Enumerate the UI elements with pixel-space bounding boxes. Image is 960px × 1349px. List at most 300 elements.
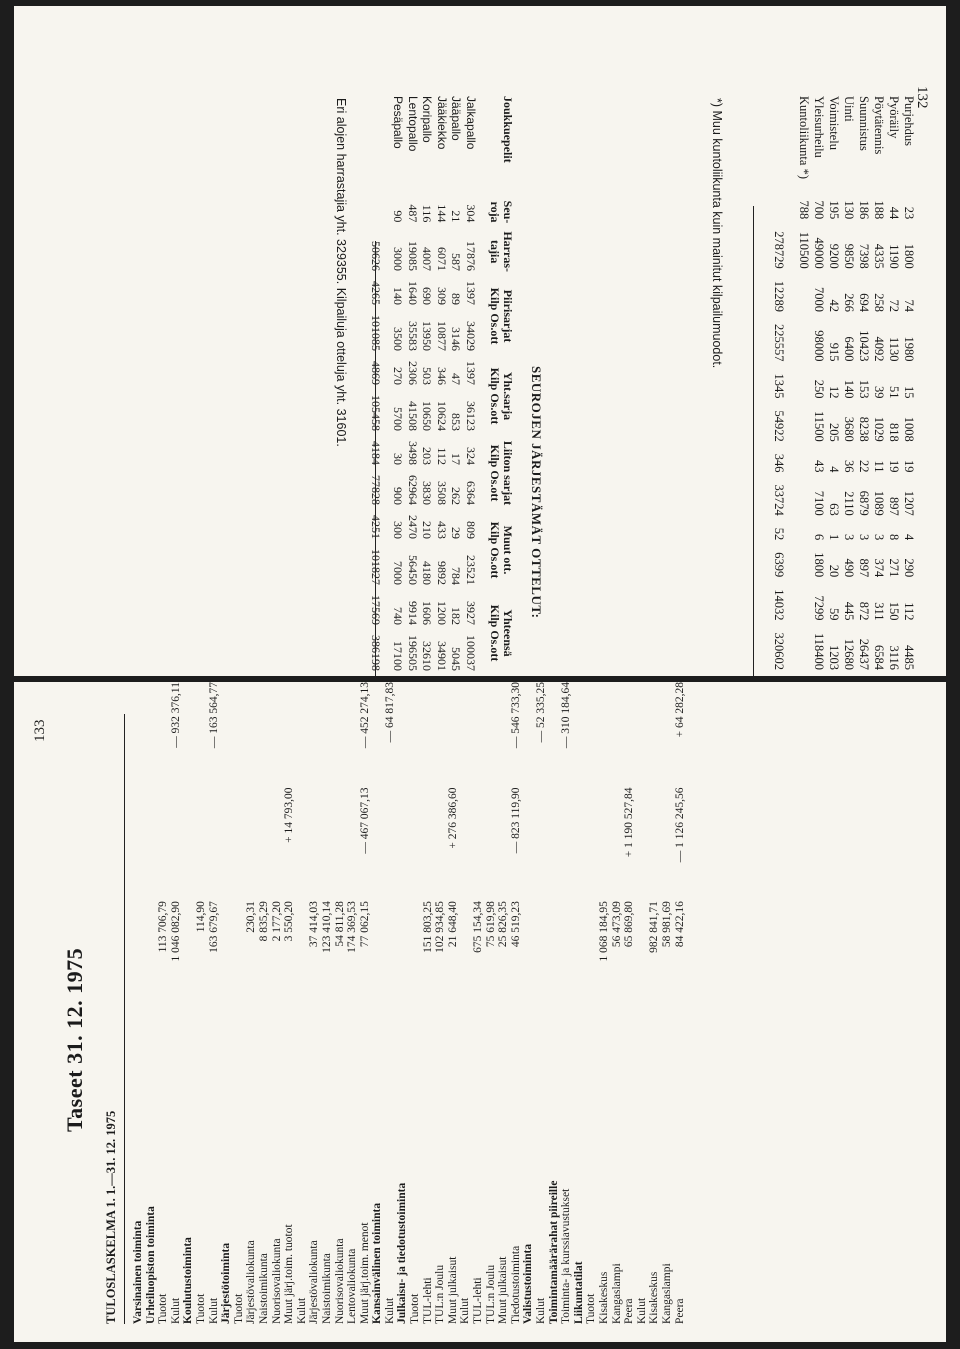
club-stats-cell: 7000: [812, 287, 826, 312]
income-statement-label: TUL-lehti: [421, 1277, 434, 1324]
club-stats-cell: [796, 275, 811, 318]
club-stats-total-cell: 1345: [772, 373, 786, 399]
income-statement-row: [447, 682, 460, 1324]
club-stats-cell: 150: [887, 601, 901, 621]
income-statement-row: [157, 682, 170, 1324]
income-statement-row: [674, 682, 687, 1324]
matches-header-line2: Kilp Os.ott: [488, 444, 502, 502]
income-statement-net: — 546 733,30: [509, 682, 522, 749]
income-statement-net: [472, 682, 485, 788]
income-statement-net: [321, 682, 334, 788]
club-stats-cell: 153: [857, 379, 871, 399]
club-stats-cell: 1089: [872, 490, 886, 516]
matches-cell: 270: [391, 367, 406, 385]
income-statement-net: [497, 682, 510, 788]
club-stats-cell: 140: [842, 379, 856, 399]
income-statement-net: [220, 682, 233, 788]
club-stats-cell: 186: [857, 200, 871, 220]
income-statement-amount: [384, 901, 397, 986]
income-statement-label: Kulut: [295, 1297, 308, 1324]
income-statement-net: [157, 682, 170, 788]
matches-cell: 10877: [435, 321, 449, 351]
income-statement-label: TUL-lehti: [472, 1277, 485, 1324]
matches-sport: Koripallo: [420, 96, 435, 143]
club-stats-total-cell: 33724: [772, 484, 786, 516]
club-stats-totals-row: [771, 96, 796, 676]
matches-total-cell: 4184: [369, 441, 383, 465]
club-stats-cell: 19: [902, 460, 916, 473]
matches-cell: 90: [391, 210, 406, 223]
income-statement-net: — 64 817,83: [383, 682, 396, 743]
income-statement-amount: 37 414,03: [308, 901, 321, 948]
income-statement-subtotal: [585, 788, 598, 902]
matches-cell: 210: [420, 521, 435, 539]
income-statement-row: [611, 682, 624, 1324]
matches-total-cell: 101827: [369, 549, 383, 585]
club-stats-cell: 74: [902, 299, 916, 312]
income-statement-row: [182, 682, 195, 1324]
club-stats-cell: 271: [887, 558, 901, 578]
club-stats-row: [811, 96, 826, 676]
income-statement-net: [271, 682, 284, 788]
club-stats-cell: 188: [872, 200, 886, 220]
income-statement-net: [573, 682, 586, 788]
income-statement-amount: 65 869,80: [623, 901, 636, 948]
income-statement-table: [132, 682, 686, 1324]
income-statement-row: [648, 682, 661, 1324]
club-stats-total-cell: 12289: [772, 280, 786, 312]
income-statement-subtotal: [334, 788, 347, 902]
club-stats-cell: 1130: [887, 336, 901, 362]
income-statement-subtotal: [182, 788, 195, 902]
income-statement-net: [409, 682, 422, 788]
club-stats-cell: 8238: [857, 416, 871, 442]
matches-total-cell: 77828: [369, 475, 383, 505]
income-statement-amount: 46 519,23: [509, 901, 522, 948]
club-stats-cell: 694: [857, 293, 871, 312]
club-stats-cell: 130: [842, 200, 856, 220]
matches-header-line1: Harras-: [501, 231, 515, 272]
matches-cell: 503: [420, 367, 435, 385]
matches-cell: 203: [420, 447, 435, 465]
matches-cell: 740: [391, 607, 406, 625]
matches-header-line1: Muut ott.: [501, 525, 515, 575]
income-statement-label: Kulut: [635, 1297, 648, 1324]
matches-cell: 89: [449, 293, 464, 305]
income-statement-row: [522, 682, 535, 1324]
matches-row: [391, 96, 406, 676]
income-statement-row: [661, 682, 674, 1324]
income-statement-amount: 84 422,16: [673, 901, 686, 948]
club-stats-cell: 20: [827, 564, 841, 578]
income-statement-label: Kangaslampi: [660, 1263, 673, 1324]
matches-table: [369, 96, 515, 676]
income-statement-net: [522, 682, 535, 788]
matches-cell: 3508: [435, 481, 449, 505]
matches-cell: 17100: [391, 641, 406, 671]
income-statement-amount: [535, 901, 548, 986]
income-statement-subtotal: [396, 788, 409, 902]
club-stats-footnote: *) Muu kuntoliikunta kuin mainitut kilpailumuodot.: [710, 98, 724, 369]
matches-header-line1: Piirisarjat: [501, 289, 515, 343]
income-statement-net: — 310 184,64: [560, 682, 573, 749]
club-stats-cell: 22: [857, 460, 871, 473]
matches-header-line1: Joukkuepelit: [501, 96, 515, 163]
club-stats-sport: Pyöräily: [887, 96, 901, 139]
income-statement-row: [283, 682, 296, 1324]
club-stats-cell: 59: [827, 608, 841, 621]
club-stats-sport: Yleisurheilu: [812, 96, 826, 158]
income-statement-subtotal: [573, 788, 586, 902]
income-statement-row: [220, 682, 233, 1324]
club-stats-cell: [796, 522, 811, 547]
income-statement-net: [371, 682, 384, 788]
club-stats-cell: 1207: [902, 490, 916, 516]
matches-total-cell: 17569: [369, 595, 383, 625]
club-stats-total-cell: 52: [772, 527, 786, 541]
page-number-bottom: 133: [32, 719, 48, 742]
income-statement-net: [598, 682, 611, 788]
income-statement-net: [308, 682, 321, 788]
club-stats-cell: 1203: [827, 645, 841, 670]
income-statement-subtotal: [648, 788, 661, 902]
income-statement-label: Liikuntatilat: [572, 1261, 585, 1324]
club-stats-cell: 788: [797, 200, 811, 220]
income-statement-amount: [132, 901, 145, 986]
matches-cell: 304: [464, 204, 478, 223]
income-statement-subtotal: + 14 793,00: [283, 787, 296, 843]
matches-cell: 34901: [435, 641, 449, 671]
income-statement-subtotal: [548, 788, 561, 902]
top-page-content: [14, 6, 946, 676]
income-statement-label: Järjestötoiminta: [220, 1242, 233, 1324]
club-stats-cell: 1: [827, 534, 841, 541]
page-number-top: 132: [914, 86, 930, 109]
income-statement-subtotal: [308, 788, 321, 902]
income-statement-amount: [371, 901, 384, 986]
matches-cell: 196505: [406, 635, 420, 671]
income-statement-subtotal: — 467 067,13: [358, 787, 371, 854]
matches-total-cell: 105458: [369, 395, 383, 431]
matches-header: [478, 96, 514, 197]
matches-cell: 487: [406, 204, 420, 223]
matches-cell: 19085: [406, 241, 420, 271]
income-statement-net: [283, 682, 296, 788]
income-statement-subtotal: [485, 788, 498, 902]
club-stats-cell: 700: [812, 200, 826, 220]
matches-total-cell: 4869: [369, 361, 383, 385]
matches-sport: Pesäpallo: [391, 96, 406, 149]
matches-sport: Jääpallo: [449, 96, 464, 141]
income-statement-label: Muut julkaisut: [446, 1256, 459, 1324]
income-statement-row: [346, 682, 359, 1324]
matches-cell: 690: [420, 287, 435, 305]
matches-header: [478, 276, 514, 356]
income-statement-row: [245, 682, 258, 1324]
club-stats-cell: [796, 405, 811, 448]
club-stats-cell: 1980: [902, 336, 916, 362]
club-stats-cell: 4: [902, 534, 916, 541]
club-stats-cell: 49000: [812, 237, 826, 269]
income-statement-amount: [296, 901, 309, 986]
income-statement-net: [132, 682, 145, 788]
club-stats-cell: 12: [827, 386, 841, 399]
club-stats-cell: 7299: [812, 595, 826, 621]
income-statement-label: Tuotot: [585, 1293, 598, 1324]
income-statement-label: Tiedotustoiminta: [509, 1245, 522, 1324]
club-stats-sport: Voimistelu: [827, 96, 841, 150]
matches-header-line1: Yhteensä: [501, 609, 515, 657]
matches-cell: 41508: [406, 401, 420, 431]
club-stats-cell: 6879: [857, 490, 871, 516]
matches-row: [435, 96, 450, 676]
income-statement-amount: [182, 901, 195, 986]
matches-cell: 1397: [464, 281, 478, 305]
income-statement-subtotal: [560, 788, 573, 902]
matches-cell: 5700: [391, 407, 406, 431]
matches-total-rule: [375, 241, 376, 676]
income-statement-rule: [124, 714, 125, 1324]
club-stats-cell: 374: [872, 558, 886, 578]
income-statement-row: [359, 682, 372, 1324]
income-statement-label: Kulut: [459, 1297, 472, 1324]
income-statement-label: Julkaisu- ja tiedotustoiminta: [396, 1182, 409, 1324]
income-statement-amount: 151 803,25: [421, 901, 434, 953]
income-statement-amount: 2 177,20: [270, 901, 283, 942]
income-statement-row: [409, 682, 422, 1324]
matches-cell: 809: [464, 521, 478, 539]
matches-total-cell: 50626: [369, 241, 383, 271]
income-statement-net: [422, 682, 435, 788]
matches-cell: 100037: [464, 635, 478, 671]
matches-header-row: [478, 96, 514, 676]
matches-cell: 346: [435, 367, 449, 385]
matches-cell: 23521: [464, 555, 478, 585]
income-statement-net: [447, 682, 460, 788]
club-stats-cell: 250: [812, 379, 826, 399]
club-stats-total-cell: 346: [772, 453, 786, 473]
income-statement-net: [611, 682, 624, 788]
club-stats-row: [871, 96, 886, 676]
income-statement-row: [371, 682, 384, 1324]
income-statement-net: [346, 682, 359, 788]
income-statement-label: Muut järj.toim. menot: [358, 1222, 371, 1324]
club-stats-cell: 897: [857, 558, 871, 578]
income-statement-net: [182, 682, 195, 788]
club-stats-row: [856, 96, 871, 676]
income-statement-row: [535, 682, 548, 1324]
club-stats-total-cell: 225557: [772, 324, 786, 362]
income-statement-amount: 102 934,85: [434, 901, 447, 953]
income-statement-row: [459, 682, 472, 1324]
matches-cell: 17876: [464, 241, 478, 271]
matches-cell: 30: [391, 453, 406, 465]
club-stats-total-cell: 278729: [772, 231, 786, 269]
income-statement-row: [434, 682, 447, 1324]
matches-cell: 309: [435, 287, 449, 305]
matches-header: [478, 590, 514, 676]
club-stats-cell: [796, 546, 811, 583]
club-stats-cell: 915: [827, 342, 841, 362]
income-statement-subtotal: [258, 788, 271, 902]
income-statement-label: Peera: [623, 1298, 636, 1324]
income-statement-label: Kansainvälinen toiminta: [371, 1202, 384, 1324]
income-statement-net: [661, 682, 674, 788]
club-stats-cell: 11500: [812, 410, 826, 442]
matches-sport: Lentopallo: [406, 96, 420, 152]
income-statement-net: [623, 682, 636, 788]
club-stats-cell: 195: [827, 200, 841, 220]
income-statement-row: [308, 682, 321, 1324]
club-stats-cell: 12680: [842, 638, 856, 670]
club-stats-total-cell: [771, 195, 796, 226]
income-statement-subtotal: [661, 788, 674, 902]
income-statement-amount: 56 473,09: [610, 901, 623, 948]
club-stats-cell: 51: [887, 386, 901, 399]
club-stats-cell: 72: [887, 299, 901, 312]
club-stats-sport: Suunnistus: [857, 96, 871, 151]
club-stats-cell: 3680: [842, 416, 856, 442]
matches-totals-row: [369, 96, 392, 676]
income-statement-amount: 77 062,15: [358, 901, 371, 948]
club-stats-row: [886, 96, 901, 676]
income-statement-net: — 52 335,25: [535, 682, 547, 743]
matches-header: [478, 356, 514, 436]
income-statement-title: TULOSLASKELMA 1. 1.—31. 12. 1975: [104, 1110, 118, 1324]
matches-cell: 1606: [420, 601, 435, 625]
income-statement-amount: 174 369,53: [346, 901, 359, 953]
club-stats-cell: 3: [857, 534, 871, 541]
matches-cell: 21: [449, 210, 464, 223]
club-stats-cell: 6400: [842, 336, 856, 362]
matches-cell: 853: [449, 413, 464, 431]
income-statement-row: [636, 682, 649, 1324]
club-stats-cell: 897: [887, 497, 901, 516]
income-statement-label: Varsinainen toiminta: [132, 1220, 144, 1324]
matches-header-line2: roja: [488, 201, 502, 223]
matches-cell: 7000: [391, 561, 406, 585]
income-statement-row: [195, 682, 208, 1324]
income-statement-amount: 8 835,29: [257, 901, 270, 942]
club-stats-cell: 4: [827, 466, 841, 473]
income-statement-net: [195, 682, 208, 788]
income-statement-net: [548, 682, 561, 788]
club-stats-total-cell: 14032: [772, 589, 786, 621]
matches-cell: 3146: [449, 327, 464, 351]
matches-cell: 1200: [435, 601, 449, 625]
income-statement-subtotal: [195, 788, 208, 902]
club-stats-total-cell: 54922: [772, 410, 786, 442]
income-statement-subtotal: [497, 788, 510, 902]
matches-cell: 144: [435, 204, 449, 223]
matches-cell: 4007: [420, 247, 435, 271]
club-stats-cell: 2110: [842, 491, 856, 516]
income-statement-row: [623, 682, 636, 1324]
income-statement-label: Tuotot: [232, 1293, 245, 1324]
income-statement-amount: 58 981,69: [660, 901, 673, 948]
income-statement-amount: 21 648,40: [446, 901, 459, 948]
matches-cell: 9892: [435, 561, 449, 585]
matches-title: SEUROJEN JÄRJESTÄMÄT OTTELUT:: [529, 366, 544, 619]
income-statement-label: Lentovaliokunta: [346, 1248, 359, 1324]
income-statement-amount: 25 826,35: [497, 901, 510, 948]
matches-cell: 35583: [406, 321, 420, 351]
matches-cell: 3927: [464, 601, 478, 625]
club-stats-cell: 15: [902, 386, 916, 399]
club-stats-sport: Uinti: [842, 96, 856, 122]
club-stats-cell: 10423: [857, 330, 871, 362]
club-stats-cell: 23: [902, 206, 916, 220]
matches-cell: 300: [391, 521, 406, 539]
income-statement-amount: [220, 901, 233, 986]
club-stats-row: [841, 96, 856, 676]
income-statement-label: Kulut: [207, 1297, 220, 1324]
income-statement-row: [321, 682, 334, 1324]
club-stats-row: [826, 96, 841, 676]
matches-cell: 116: [420, 204, 435, 223]
club-stats-cell: [796, 368, 811, 405]
income-statement-label: Kulut: [169, 1297, 182, 1324]
income-statement-net: + 64 282,28: [673, 682, 686, 738]
income-statement-amount: [560, 901, 573, 986]
club-stats-total-cell: 320602: [772, 632, 786, 670]
club-stats-cell: 42: [827, 299, 841, 312]
income-statement-subtotal: [384, 788, 397, 902]
matches-cell: 6071: [435, 247, 449, 271]
income-statement-subtotal: [220, 788, 233, 902]
income-statement-subtotal: [371, 788, 384, 902]
matches-header-line2: Kilp Os.ott: [488, 604, 502, 662]
income-statement-row: [573, 682, 586, 1324]
matches-cell: 587: [449, 253, 464, 271]
income-statement-row: [296, 682, 309, 1324]
club-stats-cell: 26437: [857, 638, 871, 670]
club-stats-cell: 3: [872, 534, 886, 541]
income-statement-net: [396, 682, 409, 788]
income-statement-row: [598, 682, 611, 1324]
club-stats-table: [771, 96, 916, 676]
income-statement-label: Muut julkaisut: [497, 1256, 510, 1324]
income-statement-amount: [522, 901, 535, 986]
income-statement-subtotal: [346, 788, 359, 902]
club-stats-cell: 1800: [812, 552, 826, 578]
income-statement-amount: 114,90: [194, 901, 207, 933]
matches-cell: 2470: [406, 515, 420, 539]
club-stats-sport: Purjehdus: [902, 96, 916, 146]
matches-total-cell: 101085: [369, 315, 383, 351]
income-statement-amount: 123 410,14: [320, 901, 333, 953]
income-statement-subtotal: [296, 788, 309, 902]
income-statement-row: [497, 682, 510, 1324]
matches-row: [406, 96, 421, 676]
matches-sport: Jalkapallo: [464, 96, 478, 150]
income-statement-net: [585, 682, 598, 788]
matches-cell: 900: [391, 487, 406, 505]
club-stats-total-rule: [753, 206, 754, 676]
club-stats-cell: 4335: [872, 243, 886, 269]
income-statement-label: Järjestövaliokunta: [308, 1240, 321, 1324]
club-stats-cell: 7100: [812, 490, 826, 516]
matches-header: [478, 227, 514, 276]
matches-header-line1: Seu-: [501, 200, 515, 224]
income-statement-label: Toiminta- ja kurssiavustukset: [560, 1188, 573, 1324]
income-statement-row: [132, 682, 145, 1324]
income-statement-amount: 3 550,20: [283, 901, 296, 942]
matches-total-cell: [369, 197, 392, 228]
income-statement-amount: 982 841,71: [648, 901, 661, 953]
income-statement-subtotal: [170, 788, 183, 902]
club-stats-cell: 290: [902, 558, 916, 578]
